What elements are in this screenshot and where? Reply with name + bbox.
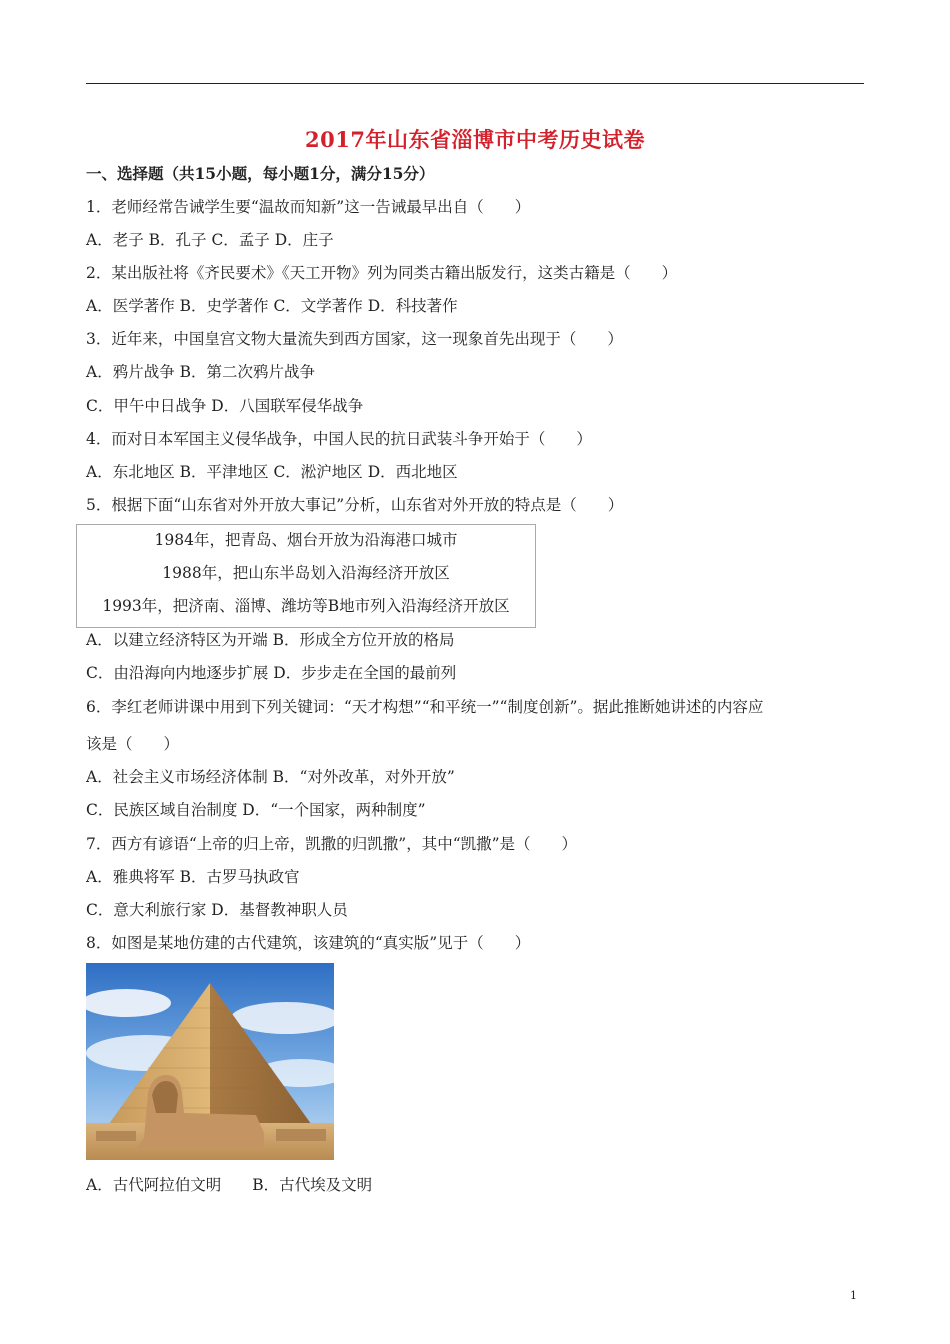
question-7-options-a: A．雅典将军 B．古罗马执政官	[86, 868, 300, 886]
table-row: 1993年，把济南、淄博、潍坊等B地市列入沿海经济开放区	[102, 597, 510, 615]
question-1: 1．老师经常告诫学生要“温故而知新”这一告诫最早出自（ ）	[86, 198, 531, 216]
question-2-options: A．医学著作 B．史学著作 C．文学著作 D．科技著作	[86, 297, 458, 315]
question-7-options-b: C．意大利旅行家 D．基督教神职人员	[86, 901, 348, 919]
pyramid-sphinx-image	[86, 963, 334, 1160]
question-6-options-a: A．社会主义市场经济体制 B．“对外改革，对外开放”	[86, 768, 455, 786]
table-row: 1988年，把山东半岛划入沿海经济开放区	[162, 564, 450, 582]
question-3-options-b: C．甲午中日战争 D．八国联军侵华战争	[86, 397, 364, 415]
question-5-options-b: C．由沿海向内地逐步扩展 D．步步走在全国的最前列	[86, 664, 457, 682]
page-number: 1	[850, 1289, 857, 1302]
question-8-options: A．古代阿拉伯文明 B．古代埃及文明	[86, 1176, 373, 1194]
question-1-options: A．老子 B．孔子 C．孟子 D．庄子	[86, 231, 334, 249]
section-heading: 一、选择题（共15小题，每小题1分，满分15分）	[86, 164, 435, 183]
question-6: 6．李红老师讲课中用到下列关键词：“天才构想”“和平统一”“制度创新”。据此推断她讲述的内容应	[86, 698, 764, 716]
events-table	[76, 524, 536, 628]
question-3-options-a: A．鸦片战争 B．第二次鸦片战争	[86, 363, 316, 381]
question-6-cont: 该是（ ）	[86, 735, 180, 753]
question-7: 7．西方有谚语“上帝的归上帝，凯撒的归凯撒”，其中“凯撒”是（ ）	[86, 835, 578, 853]
question-5-options-a: A．以建立经济特区为开端 B．形成全方位开放的格局	[86, 631, 455, 649]
table-row: 1984年，把青岛、烟台开放为沿海港口城市	[154, 531, 458, 549]
question-8: 8．如图是某地仿建的古代建筑，该建筑的“真实版”见于（ ）	[86, 934, 531, 952]
question-6-options-b: C．民族区域自治制度 D．“一个国家，两种制度”	[86, 801, 426, 819]
question-4-options: A．东北地区 B．平津地区 C．淞沪地区 D．西北地区	[86, 463, 458, 481]
page-title: 2017年山东省淄博市中考历史试卷	[305, 127, 645, 152]
question-4: 4．而对日本军国主义侵华战争，中国人民的抗日武装斗争开始于（ ）	[86, 430, 592, 448]
question-3: 3．近年来，中国皇宫文物大量流失到西方国家，这一现象首先出现于（ ）	[86, 330, 623, 348]
question-5: 5．根据下面“山东省对外开放大事记”分析，山东省对外开放的特点是（ ）	[86, 496, 624, 514]
question-2: 2．某出版社将《齐民要术》《天工开物》列为同类古籍出版发行，这类古籍是（ ）	[86, 264, 678, 282]
header-rule	[86, 83, 864, 84]
